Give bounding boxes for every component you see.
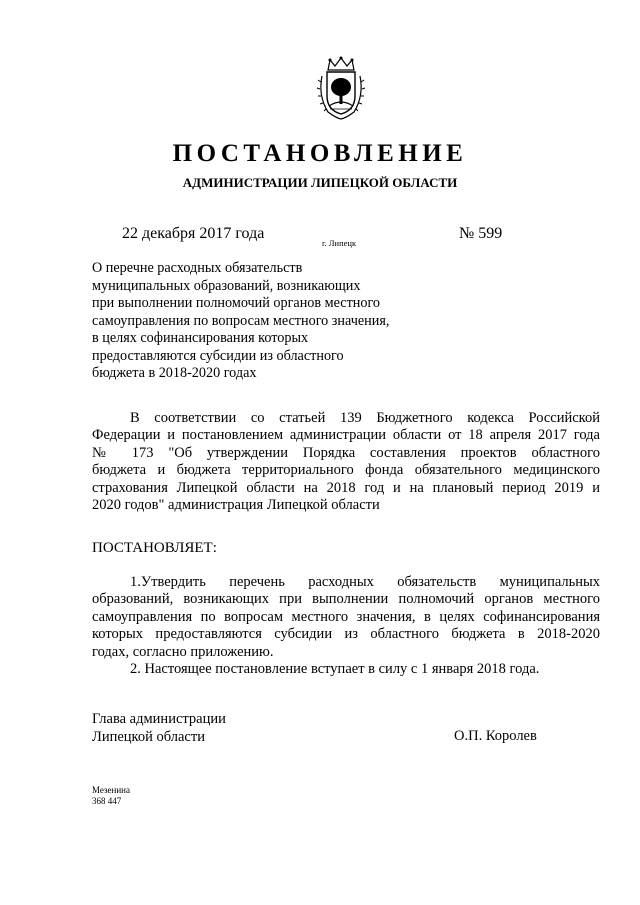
preamble-line: 2020 годов" администрация Липецкой области xyxy=(92,497,380,514)
document-date: 22 декабря 2017 года xyxy=(122,225,265,242)
document-number: № 599 xyxy=(459,225,503,242)
signature-position-line: Липецкой области xyxy=(92,729,205,745)
subject-line: при выполнении полномочий органов местного xyxy=(92,295,381,311)
subject-line: в целях софинансирования которых xyxy=(92,330,309,346)
subject-line: О перечне расходных обязательств xyxy=(92,260,303,276)
executor-info xyxy=(92,785,130,807)
decree-word: ПОСТАНОВЛЯЕТ: xyxy=(92,540,217,556)
executor-name: Мезенина xyxy=(92,785,130,795)
item-1-line: образований, возникающих при выполнении полномочий органов местного xyxy=(92,591,600,608)
preamble-line: В соответствии со статьей 139 Бюджетного кодекса Российской xyxy=(130,410,600,426)
preamble-line: страхования Липецкой области на 2018 год и на плановый период 2019 и xyxy=(92,479,600,496)
item-1-line: самоуправления по вопросам местного значения, в целях софинансирования xyxy=(92,608,600,625)
signature-position-line: Глава администрации xyxy=(92,711,226,727)
subject-line: самоуправления по вопросам местного значения, xyxy=(92,312,390,329)
coat-of-arms-icon xyxy=(316,56,366,120)
item-1-line: которых предоставляются субсидии из областного бюджета в 2018-2020 xyxy=(92,626,600,643)
document-subject xyxy=(92,260,452,383)
item-1-line: годах, согласно приложению. xyxy=(92,643,274,660)
item-1-line: 1.Утвердить перечень расходных обязательств муниципальных xyxy=(130,574,600,590)
preamble-paragraph xyxy=(92,410,600,514)
subject-line: муниципальных образований, возникающих xyxy=(92,277,361,294)
preamble-line: Федерации и постановлением администрации области от 18 апреля 2017 года xyxy=(92,427,600,444)
signature-position xyxy=(92,710,226,746)
subject-line: бюджета в 2018-2020 годах xyxy=(92,365,257,381)
executor-phone: 368 447 xyxy=(92,796,122,806)
preamble-line: № 173 "Об утверждении Порядка составления проектов областного xyxy=(92,444,600,461)
document-city: г. Липецк xyxy=(322,238,357,248)
preamble-line: бюджета и бюджета территориального фонда обязательного медицинского xyxy=(92,462,600,479)
signature-name: О.П. Королев xyxy=(454,728,537,744)
item-2-paragraph: 2. Настоящее постановление вступает в силу с 1 января 2018 года. xyxy=(130,661,540,678)
subject-line: предоставляются субсидии из областного xyxy=(92,347,344,364)
document-title: ПОСТАНОВЛЕНИЕ xyxy=(172,140,468,167)
item-1-paragraph xyxy=(92,574,600,678)
document-subtitle: АДМИНИСТРАЦИИ ЛИПЕЦКОЙ ОБЛАСТИ xyxy=(182,175,458,190)
